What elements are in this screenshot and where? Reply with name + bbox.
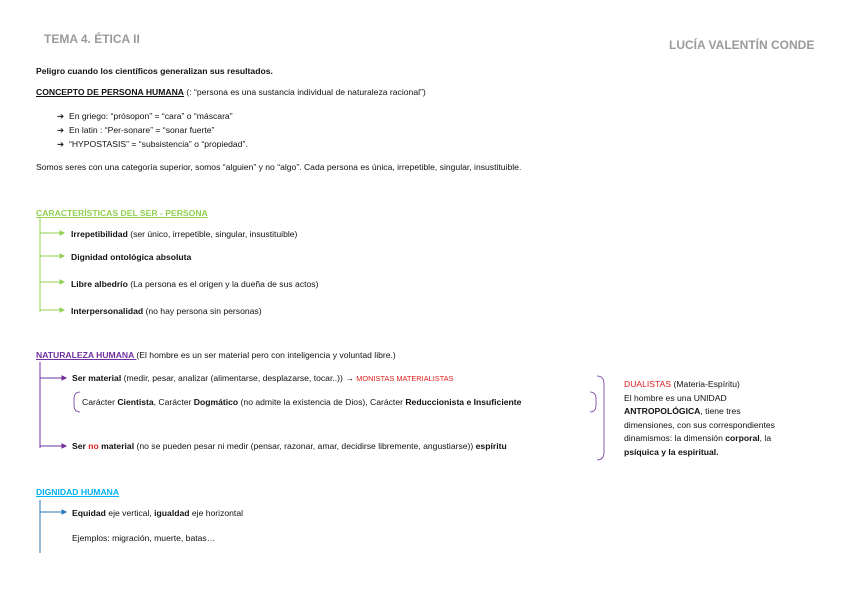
- caracteristica-term: Dignidad ontológica absoluta: [71, 252, 192, 262]
- naturaleza-title: NATURALEZA HUMANA: [36, 350, 137, 360]
- dualistas-line: psíquica y la espiritual.: [624, 446, 719, 457]
- caracter-bracket-right: [590, 392, 596, 412]
- ser-no-material-line: [72, 441, 507, 451]
- caracteristica-desc: (La persona es el origen y la dueña de sus actos): [127, 279, 319, 289]
- caracter-line: [82, 397, 521, 407]
- igualdad-term: igualdad: [154, 508, 190, 518]
- caracteristicas-title: CARACTERÍSTICAS DEL SER - PERSONA: [36, 208, 208, 218]
- caracteristica-term: Irrepetibilidad: [71, 229, 128, 239]
- dualistas-bracket: [597, 376, 604, 460]
- caracteristicas-arrows: [40, 231, 64, 312]
- peligro-text: Peligro cuando los científicos generalizan sus resultados.: [36, 66, 273, 76]
- bullet-text: En griego: “prósopon” = “cara” o “máscara”: [68, 111, 233, 121]
- caracter-text: Carácter: [82, 397, 118, 407]
- caracter-reduccionista: Reduccionista e Insuficiente: [405, 397, 522, 407]
- ejemplos-text: Ejemplos: migración, muerte, batas…: [72, 533, 216, 543]
- dualistas-line: dinamismos: la dimensión: [624, 433, 726, 443]
- caracteristica-term: Libre albedrío: [71, 279, 128, 289]
- no-word: no: [88, 441, 99, 451]
- caracter-text: , Carácter: [153, 397, 194, 407]
- header-author: LUCÍA VALENTÍN CONDE: [669, 38, 815, 52]
- espiritu-tag: espíritu: [475, 441, 507, 451]
- naturaleza-definition: (El hombre es un ser material pero con inteligencia y voluntad libre.): [136, 350, 396, 360]
- caracteristica-item: [71, 306, 262, 316]
- caracteristica-desc: (no hay persona sin personas): [143, 306, 262, 316]
- dualistas-line: , tiene tres: [700, 406, 741, 416]
- ser-no-material-term: Ser: [72, 441, 89, 451]
- bullet-arrow-icon: ➔: [57, 111, 65, 121]
- dualistas-line: , la: [759, 433, 772, 443]
- caracteristica-desc: (ser único, irrepetible, singular, insustituible): [127, 229, 298, 239]
- ser-no-material-desc: (no se pueden pesar ni medir (pensar, razonar, amar, decidirse libremente, angustiarse)): [134, 441, 476, 451]
- concepto-title: CONCEPTO DE PERSONA HUMANA: [36, 87, 185, 97]
- header-title: TEMA 4. ÉTICA II: [44, 32, 140, 46]
- right-arrow-icon: →: [345, 373, 354, 383]
- monistas-tag: MONISTAS MATERIALISTAS: [356, 374, 454, 383]
- concepto-definition: (: “persona es una sustancia individual de naturaleza racional”): [184, 87, 426, 97]
- dualistas-line: El hombre es una UNIDAD: [624, 392, 727, 403]
- ser-material-line: [72, 373, 454, 383]
- caracter-bracket-left: [74, 392, 80, 412]
- dualistas-corporal: corporal: [725, 433, 760, 443]
- caracter-text: (no admite la existencia de Dios), Carácter: [238, 397, 406, 407]
- ser-material-desc: (medir, pesar, analizar (alimentarse, desplazarse, tocar..)): [121, 373, 346, 383]
- caracteristica-item: [71, 229, 297, 239]
- igualdad-desc: eje horizontal: [189, 508, 244, 518]
- bullet-arrow-icon: ➔: [57, 125, 65, 135]
- caracter-cientista: Cientista: [117, 397, 154, 407]
- ser-material-term: Ser material: [72, 373, 122, 383]
- summary-text: Somos seres con una categoría superior, somos “alguien” y no “algo”. Cada persona es única, irrepetible, singular, insustituible.: [36, 162, 522, 172]
- naturaleza-arrows: [40, 362, 66, 448]
- bullet-text: “HYPOSTASIS” = “subsistencia” o “propiedad”.: [68, 139, 248, 149]
- bullet-text: En latin : “Per-sonare” = “sonar fuerte”: [68, 125, 215, 135]
- ser-no-material-term: material: [98, 441, 135, 451]
- naturaleza-line: [36, 350, 396, 360]
- bullet-arrow-icon: ➔: [57, 139, 65, 149]
- dignidad-arrows: [40, 500, 66, 553]
- equidad-term: Equidad: [72, 508, 106, 518]
- dualistas-antropologica: ANTROPOLÓGICA: [624, 406, 701, 416]
- equidad-desc: eje vertical,: [105, 508, 155, 518]
- dualistas-title: DUALISTAS: [624, 379, 672, 389]
- caracteristica-term: Interpersonalidad: [71, 306, 144, 316]
- dualistas-line: dimensiones, con sus correspondientes: [624, 419, 775, 430]
- dualistas-block: [624, 378, 775, 459]
- caracter-dogmatico: Dogmático: [193, 397, 239, 407]
- dualistas-sub: (Materia-Espíritu): [671, 379, 740, 389]
- caracteristica-item: [71, 279, 318, 289]
- equidad-line: [72, 508, 243, 518]
- dignidad-title: DIGNIDAD HUMANA: [36, 487, 120, 497]
- caracteristica-item: [71, 252, 191, 262]
